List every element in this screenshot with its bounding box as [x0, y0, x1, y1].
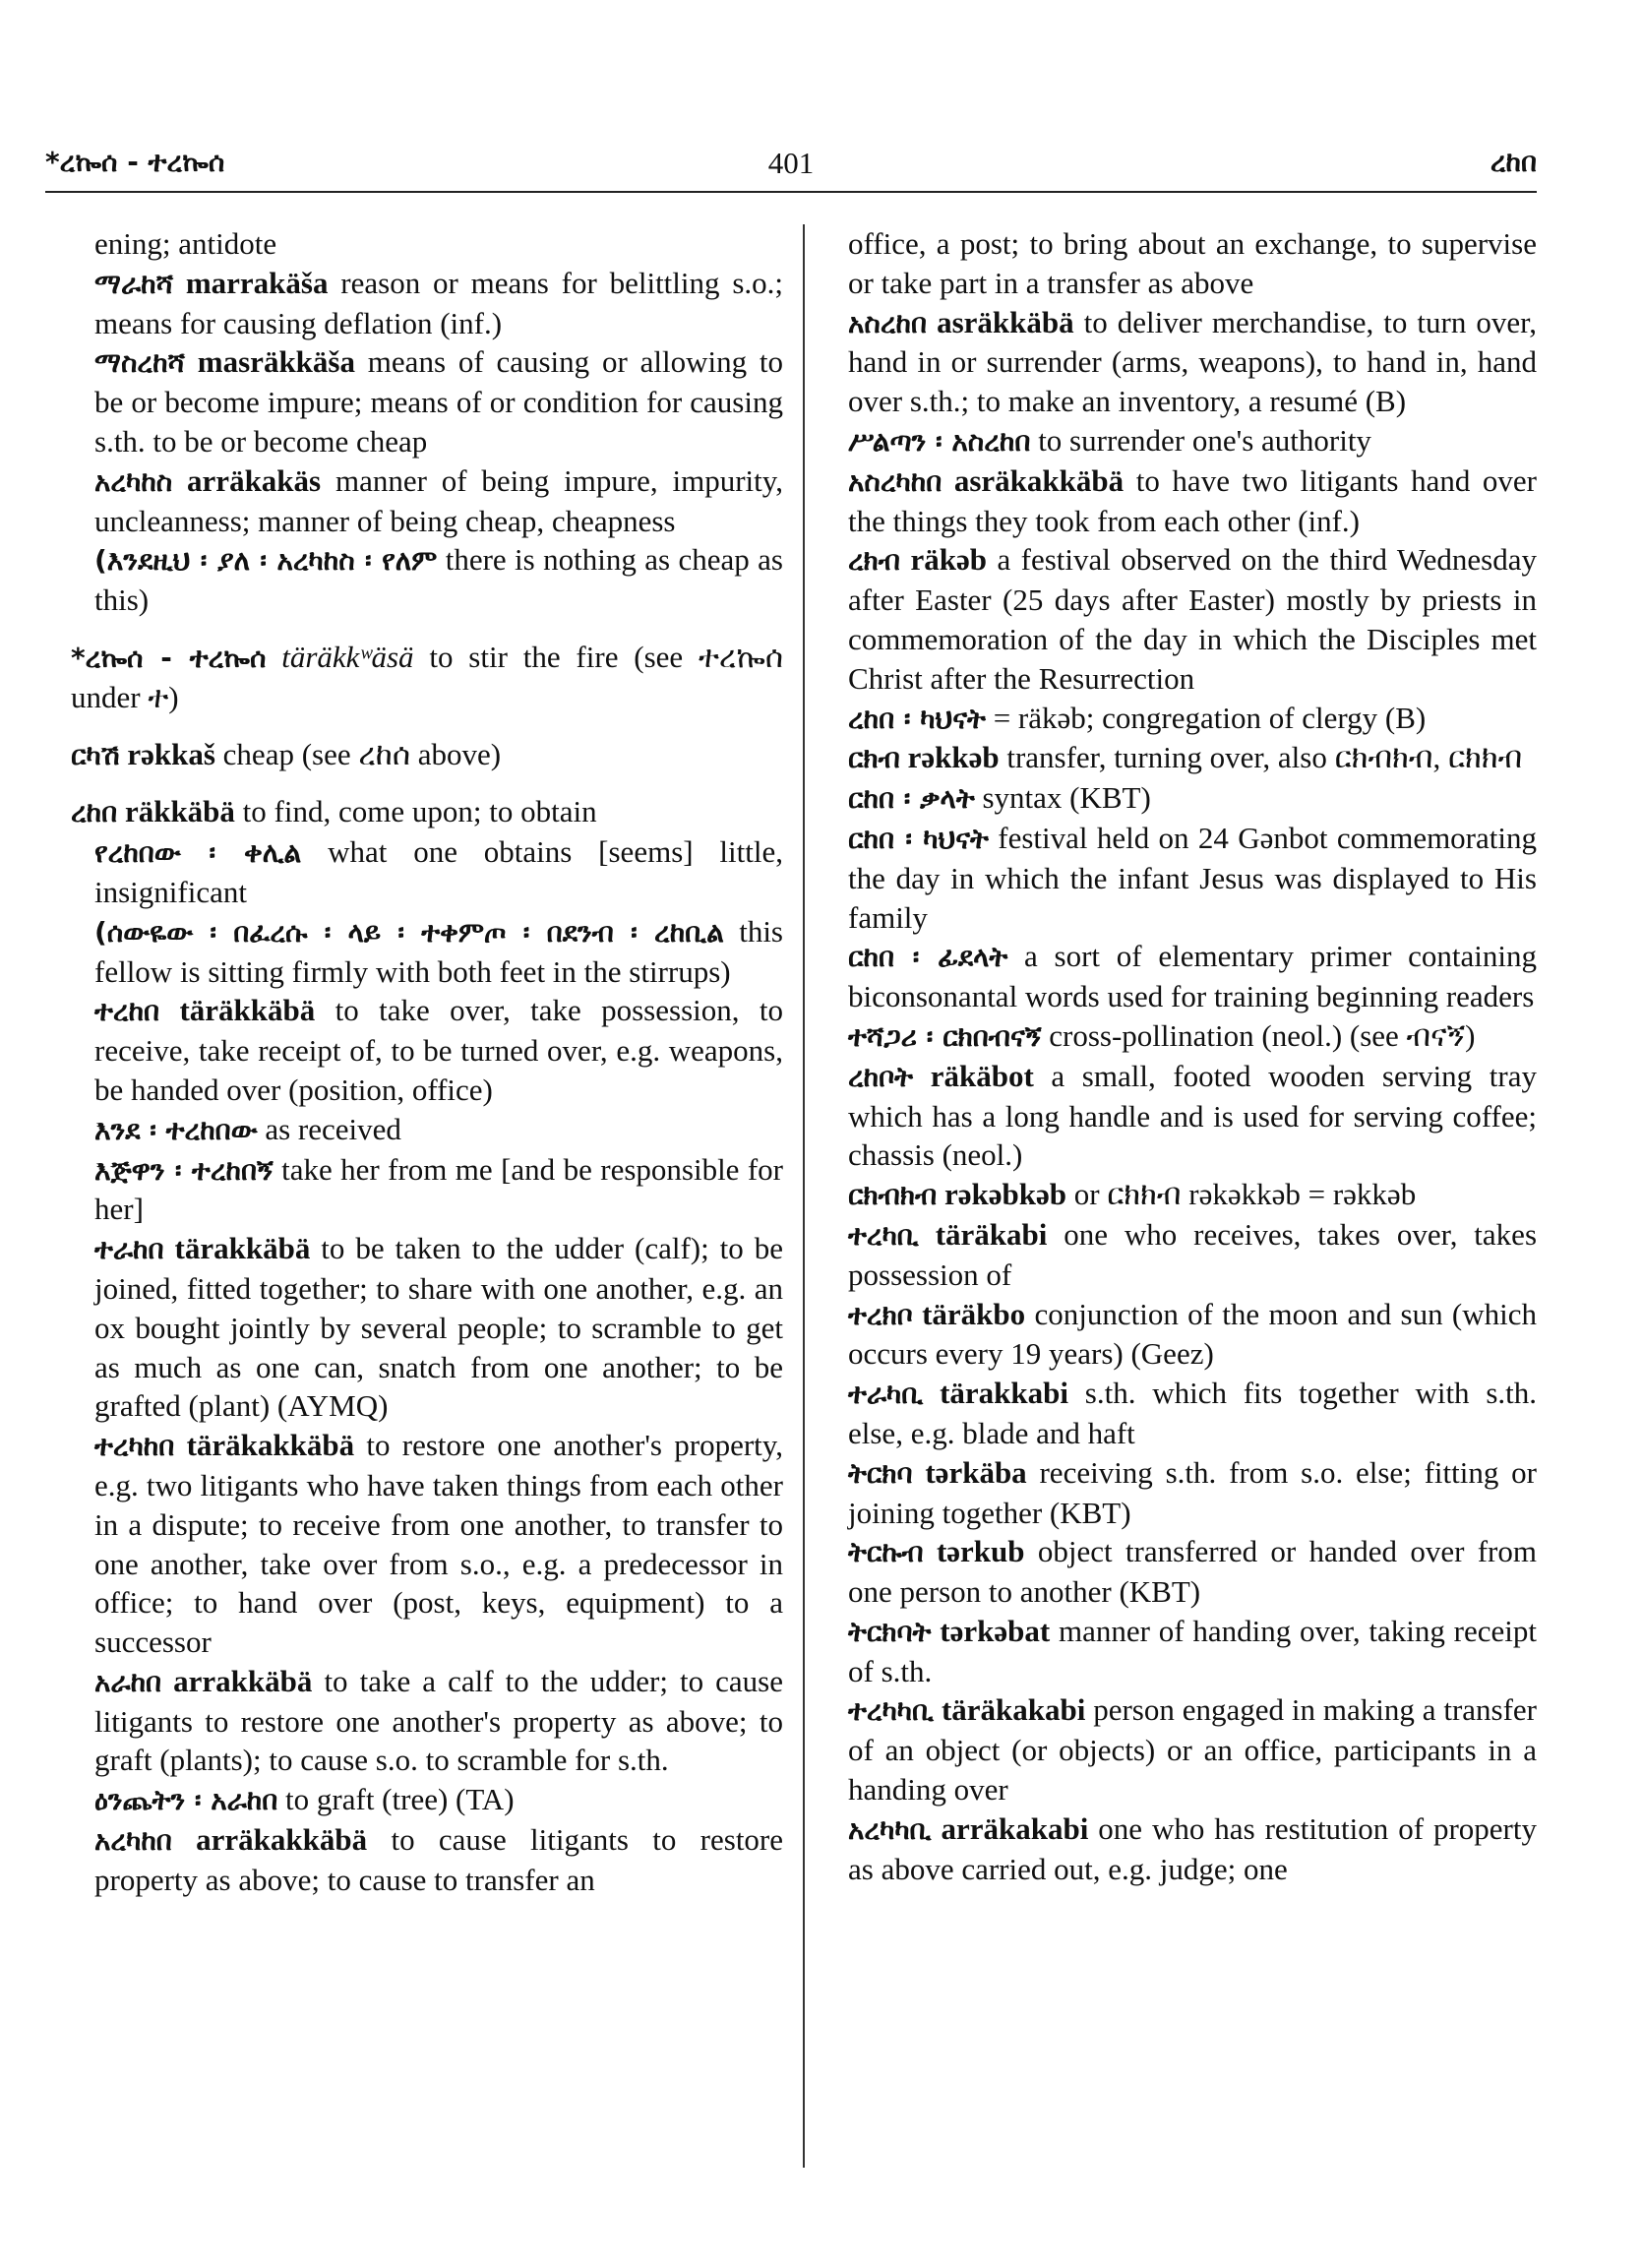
left-column	[71, 224, 784, 1900]
entry-headword: ርካሽ	[71, 738, 120, 771]
running-head	[45, 146, 1537, 193]
dictionary-entry	[71, 735, 783, 775]
entry-definition: office, a post; to bring about an exchange, to supervise or take part in a transfer as above	[848, 226, 1537, 300]
dictionary-entry	[94, 991, 783, 1109]
dictionary-entry	[848, 1016, 1537, 1057]
entry-transliteration: rəkkaš	[127, 736, 215, 771]
dictionary-entry	[848, 1215, 1537, 1295]
entry-headword: ዕንጨትን ፡ አራከበ	[94, 1784, 278, 1817]
dictionary-entry	[94, 1820, 783, 1900]
dictionary-entry	[848, 540, 1537, 698]
entry-definition: this fellow is sitting firmly with both feet in the stirrups)	[94, 913, 783, 989]
entry-transliteration: täräkakkäbä	[186, 1428, 355, 1463]
dictionary-entry	[71, 638, 783, 717]
entry-definition: to have two litigants hand over the things they took from each other (inf.)	[848, 462, 1537, 538]
entry-transliteration: rəkəbkəb	[943, 1177, 1066, 1212]
entry-italic-form: täräkkʷäsä	[266, 639, 414, 674]
entry-headword: ርክብክብ	[848, 1179, 938, 1212]
dictionary-entry	[71, 792, 783, 832]
dictionary-entry	[848, 1175, 1537, 1215]
entry-definition: what one obtains [seems] little, insignificant	[94, 834, 783, 909]
dictionary-entry	[848, 778, 1537, 819]
entry-headword: እጅዋን ፡ ተረከበኝ	[94, 1153, 274, 1187]
dictionary-entry	[94, 1780, 783, 1820]
entry-definition: a sort of elementary primer containing biconsonantal words used for training beginning readers	[848, 939, 1537, 1014]
entry-definition: to deliver merchandise, to turn over, hand in or surrender (arms, weapons), to hand in, hand over s.th.; to make an inventory, a resumé (B)	[848, 304, 1537, 419]
dictionary-entry	[94, 1110, 783, 1150]
dictionary-entry	[848, 303, 1537, 421]
entry-definition: one who has restitution of property as above carried out, e.g. judge; one	[848, 1810, 1537, 1886]
entry-definition: to take over, take possession, to receive, take receipt of, to be turned over, e.g. weapons, be handed over (position, office)	[94, 993, 783, 1107]
entry-headword: አስረካከበ	[848, 464, 943, 498]
entry-headword: ርከበ ፡ ፊደላት	[848, 941, 1008, 974]
entry-definition: to be taken to the udder (calf); to be joined, fitted together; to share with one another, e.g. an ox bought jointly by several people; to scramble to get as much as one can, snatch from one another; to be grafted (plant) (AYMQ)	[94, 1231, 783, 1424]
dictionary-entry	[848, 461, 1537, 541]
page-number: 401	[767, 146, 815, 180]
entry-headword: የረከበው ፡ ቀሊል	[94, 836, 302, 870]
entry-definition: means of causing or allowing to be or become impure; means of or condition for causing s.th. to be or become cheap	[94, 344, 783, 459]
entry-definition: = räkəb; congregation of clergy (B)	[985, 700, 1427, 735]
entry-definition: one who receives, takes over, takes possession of	[848, 1216, 1538, 1292]
entry-transliteration: arräkakkäbä	[196, 1822, 368, 1858]
right-column	[848, 224, 1537, 1888]
entry-definition: to graft (tree) (TA)	[277, 1782, 515, 1817]
dictionary-entry	[94, 342, 783, 460]
entry-headword: ማራከሻ	[94, 267, 174, 300]
dictionary-entry	[94, 461, 783, 541]
entry-headword: እንደ ፡ ተረከበው	[94, 1113, 258, 1146]
entry-definition: s.th. which fits together with s.th. else, e.g. blade and haft	[848, 1376, 1537, 1450]
entry-transliteration: rəkkəb	[907, 740, 1000, 775]
entry-headword: አረካከበ	[94, 1824, 172, 1858]
entry-transliteration: tərkäba	[925, 1454, 1027, 1490]
entry-headword: *ረኰሰ - ተረኰሰ	[71, 641, 267, 674]
entry-headword: ትርኩብ	[848, 1536, 924, 1569]
entry-definition: reason or means for belittling s.o.; means for causing deflation (inf.)	[94, 265, 784, 340]
dictionary-entry	[94, 1229, 783, 1426]
entry-headword: ተረከበ	[94, 995, 160, 1028]
header-right-guide-word: ረከበ	[1490, 146, 1537, 178]
dictionary-entry	[848, 1057, 1537, 1175]
entry-headword: አረካከስ	[94, 464, 173, 498]
dictionary-entry	[848, 738, 1537, 778]
dictionary-entry	[848, 699, 1537, 739]
entry-transliteration: asräkakkäbä	[953, 462, 1125, 498]
entry-headword: ትርክባ	[848, 1456, 913, 1490]
entry-definition: a small, footed wooden serving tray which has a long handle and is used for serving coffee; chassis (neol.)	[848, 1058, 1538, 1173]
dictionary-entry	[848, 1532, 1537, 1612]
entry-definition: there is nothing as cheap as this)	[94, 542, 783, 618]
entry-headword: ርክብ	[848, 742, 900, 775]
entry-transliteration: räkäbot	[930, 1058, 1034, 1093]
dictionary-entry	[94, 1662, 783, 1780]
entry-definition: to surrender one's authority	[1030, 422, 1371, 458]
entry-definition: to take a calf to the udder; to cause litigants to restore one another's property as above; to graft (plants); to cause s.o. to scramble for s.th.	[94, 1663, 784, 1778]
entry-transliteration: tərkub	[936, 1534, 1025, 1569]
entry-definition: to stir the fire (see ተረኰሰ under ተ)	[71, 639, 784, 714]
entry-definition: as received	[257, 1111, 401, 1146]
entry-definition: a festival observed on the third Wednesday after Easter (25 days after Easter) mostly by priests in commemoration of the day in which the Disciples met Christ after the Resurrection	[848, 542, 1538, 696]
entry-transliteration: täräkabi	[935, 1216, 1048, 1252]
entry-definition: or ርክክብ rəkəkkəb = rəkkəb	[1065, 1177, 1417, 1212]
entry-definition: ening; antidote	[94, 226, 277, 261]
entry-definition: manner of handing over, taking receipt of s.th.	[848, 1613, 1537, 1688]
entry-definition: to restore one another's property, e.g. two litigants who have taken things from each other in a dispute; to receive from one another, to transfer to one another, take over from s.o., e.g. a predecessor in office; to hand over (post, keys, equipment) to a successor	[94, 1428, 784, 1660]
entry-headword: ተራካቢ	[848, 1378, 924, 1411]
entry-transliteration: arräkakäs	[187, 462, 322, 498]
entry-definition: to cause litigants to restore property as above; to cause to transfer an	[94, 1822, 784, 1897]
entry-definition: festival held on 24 Gənbot commemorating the day in which the infant Jesus was displayed to His family	[848, 820, 1537, 935]
entry-headword: ማስረከሻ	[94, 346, 185, 380]
dictionary-entry	[848, 421, 1537, 461]
dictionary-entry	[94, 1150, 783, 1230]
dictionary-entry	[94, 540, 783, 620]
entry-transliteration: räkəb	[910, 542, 987, 578]
entry-headword: ትርክባት	[848, 1615, 932, 1648]
dictionary-entry	[848, 937, 1537, 1016]
entry-headword: ተሻጋሪ ፡ ርክበብናኝ	[848, 1019, 1042, 1053]
dictionary-entry	[848, 1295, 1537, 1375]
dictionary-entry	[94, 912, 783, 992]
entry-headword: ረከበ	[71, 796, 118, 829]
entry-transliteration: täräkbo	[922, 1296, 1026, 1331]
dictionary-entry	[848, 819, 1537, 937]
entry-headword: ረክብ	[848, 544, 901, 578]
entry-transliteration: arrakkäbä	[173, 1663, 313, 1698]
entry-headword: (ሰውዬው ፡ በፈረሱ ፡ ላይ ፡ ተቀምጦ ፡ በደንብ ፡ ረከቢል	[94, 915, 724, 949]
entry-headword: ርከበ ፡ ካህናት	[848, 822, 989, 855]
entry-headword: ሥልጣን ፡ አስረከበ	[848, 424, 1031, 458]
entry-definition: cross-pollination (neol.) (see ብናኝ)	[1041, 1017, 1476, 1053]
entry-definition: object transferred or handed over from one person to another (KBT)	[848, 1534, 1537, 1610]
entry-definition: cheap (see ረከሰ above)	[214, 736, 502, 771]
dictionary-entry	[94, 832, 783, 912]
entry-headword: ረከቦት	[848, 1060, 914, 1093]
dictionary-entry	[848, 1453, 1537, 1533]
entry-transliteration: täräkkäbä	[179, 993, 316, 1028]
entry-headword: ተረካቢ	[848, 1218, 919, 1252]
entry-headword: አስረከበ	[848, 306, 928, 339]
entry-definition: person engaged in making a transfer of an object (or objects) or an office, participants in a handing over	[848, 1692, 1538, 1808]
entry-headword: አራከበ	[94, 1665, 162, 1698]
entry-transliteration: marrakäša	[185, 265, 329, 300]
dictionary-entry	[848, 224, 1537, 303]
entry-transliteration: tərkəbat	[940, 1613, 1051, 1648]
entry-headword: ርከበ ፡ ቃላት	[848, 782, 975, 816]
entry-headword: ተረክቦ	[848, 1298, 913, 1331]
dictionary-entry	[848, 1612, 1537, 1691]
entry-definition: to find, come upon; to obtain	[234, 794, 597, 829]
dictionary-entry	[94, 224, 783, 264]
entry-definition: syntax (KBT)	[974, 780, 1151, 816]
entry-transliteration: tärakkabi	[940, 1376, 1068, 1411]
entry-definition: conjunction of the moon and sun (which occurs every 19 years) (Geez)	[848, 1296, 1537, 1372]
entry-transliteration: tärakkäbä	[174, 1231, 311, 1266]
entry-transliteration: asräkkäbä	[937, 304, 1074, 339]
dictionary-entry	[94, 1426, 783, 1662]
entry-headword: ተረካከበ	[94, 1430, 175, 1463]
entry-transliteration: täräkakabi	[941, 1692, 1086, 1728]
dictionary-entry	[848, 1374, 1537, 1453]
entry-definition: manner of being impure, impurity, uncleanness; manner of being cheap, cheapness	[94, 462, 783, 538]
entry-transliteration: räkkäbä	[124, 794, 235, 829]
dictionary-entry	[94, 264, 783, 343]
entry-headword: አረካካቢ	[848, 1812, 932, 1846]
header-left-guide-word: *ረኰሰ - ተረኰሰ	[45, 146, 225, 178]
entry-headword: ረከበ ፡ ካህናት	[848, 702, 986, 735]
dictionary-entry	[848, 1690, 1537, 1808]
entry-transliteration: masräkkäša	[197, 344, 355, 380]
entry-definition: transfer, turning over, also ርክብክብ, ርክክብ	[999, 740, 1523, 775]
entry-definition: receiving s.th. from s.o. else; fitting or joining together (KBT)	[848, 1454, 1537, 1530]
entry-headword: ተረካካቢ	[848, 1694, 935, 1728]
column-divider	[803, 224, 805, 2168]
entry-headword: ተራከበ	[94, 1233, 164, 1266]
entry-headword: (እንደዚህ ፡ ያለ ፡ አረካከስ ፡ የለም	[94, 544, 438, 578]
dictionary-entry	[848, 1809, 1537, 1889]
entry-definition: take her from me [and be responsible for her]	[94, 1151, 783, 1227]
entry-transliteration: arräkakabi	[941, 1810, 1089, 1846]
